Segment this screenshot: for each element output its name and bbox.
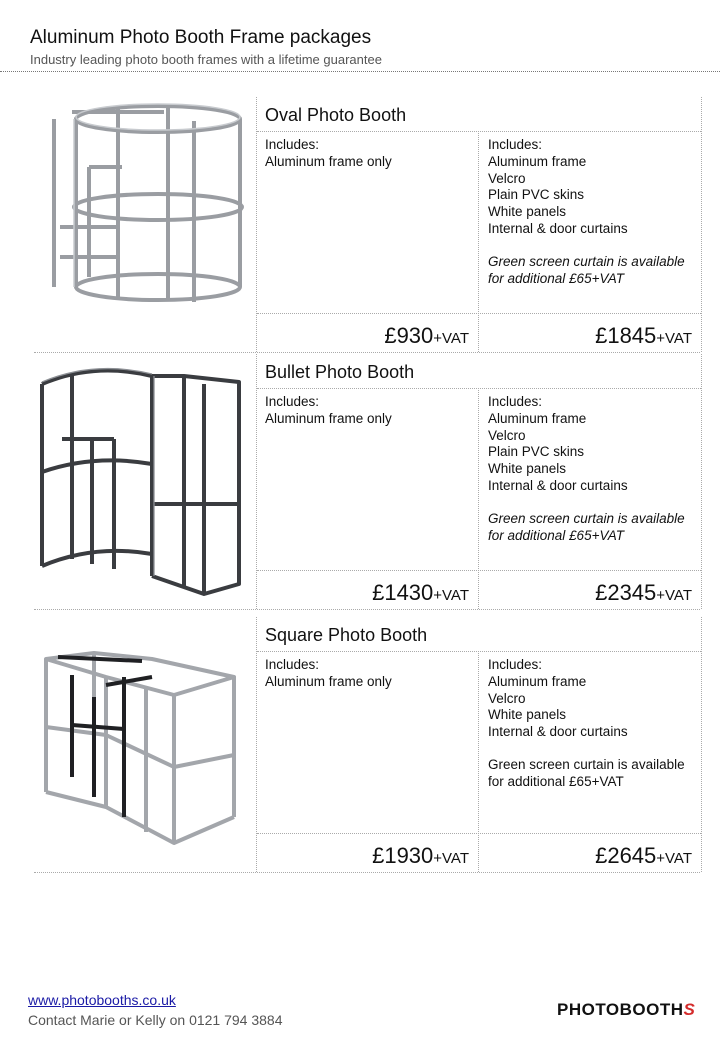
oval-package-grid (256, 97, 702, 352)
include-item: Aluminum frame only (265, 153, 392, 169)
includes-heading: Includes: (265, 137, 320, 152)
package-divider (34, 872, 700, 873)
page-title: Aluminum Photo Booth Frame packages (30, 27, 372, 48)
include-item: Aluminum frame (488, 153, 587, 169)
include-item: Internal & door curtains (488, 477, 628, 493)
package-name: Square Photo Booth (265, 625, 428, 645)
include-item: Aluminum frame only (265, 410, 392, 426)
bullet-package-grid (256, 354, 702, 609)
green-screen-note: Green screen curtain is available for additional £65+VAT (488, 510, 685, 543)
oval-booth-frame-image (34, 97, 254, 352)
basic-price: £1430+VAT (372, 580, 469, 605)
website-link[interactable]: www.photobooths.co.uk (28, 992, 176, 1008)
includes-heading: Includes: (488, 137, 543, 152)
include-item: Velcro (488, 690, 526, 706)
row-divider (257, 131, 701, 132)
include-item: Internal & door curtains (488, 724, 628, 740)
include-item: Aluminum frame (488, 673, 587, 689)
title-divider (0, 71, 720, 72)
full-price: £1845+VAT (595, 323, 692, 348)
include-item: White panels (488, 204, 567, 220)
full-includes (488, 137, 685, 287)
basic-includes (265, 657, 392, 691)
square-booth-frame-image (34, 617, 254, 872)
green-screen-note: Green screen curtain is available for additional £65+VAT (488, 253, 685, 286)
includes-heading: Includes: (488, 657, 543, 672)
bullet-booth-frame-image (34, 354, 254, 609)
include-item: Plain PVC skins (488, 444, 585, 460)
include-item: Plain PVC skins (488, 187, 585, 203)
row-divider (257, 570, 701, 571)
column-divider (478, 131, 479, 352)
full-includes (488, 394, 685, 544)
full-price: £2345+VAT (595, 580, 692, 605)
full-price: £2645+VAT (595, 843, 692, 868)
includes-heading: Includes: (488, 394, 543, 409)
row-divider (257, 313, 701, 314)
package-divider (34, 352, 700, 353)
green-screen-note: Green screen curtain is available for additional £65+VAT (488, 756, 685, 789)
package-divider (34, 609, 700, 610)
basic-price: £1930+VAT (372, 843, 469, 868)
includes-heading: Includes: (265, 394, 320, 409)
include-item: Internal & door curtains (488, 220, 628, 236)
page-subtitle: Industry leading photo booth frames with a lifetime guarantee (30, 52, 382, 67)
include-item: Aluminum frame (488, 410, 587, 426)
include-item: Velcro (488, 170, 526, 186)
row-divider (257, 833, 701, 834)
full-includes (488, 657, 685, 791)
include-item: Aluminum frame only (265, 673, 392, 689)
photobooths-logo: PHOTOBOOTHS (557, 1000, 696, 1019)
contact-text: Contact Marie or Kelly on 0121 794 3884 (28, 1012, 283, 1028)
row-divider (257, 651, 701, 652)
row-divider (257, 388, 701, 389)
basic-includes (265, 394, 392, 428)
column-divider (478, 651, 479, 872)
square-package-grid (256, 617, 702, 872)
include-item: Velcro (488, 427, 526, 443)
column-divider (478, 388, 479, 609)
include-item: White panels (488, 461, 567, 477)
basic-price: £930+VAT (384, 323, 469, 348)
includes-heading: Includes: (265, 657, 320, 672)
package-name: Bullet Photo Booth (265, 362, 415, 382)
include-item: White panels (488, 707, 567, 723)
package-name: Oval Photo Booth (265, 105, 407, 125)
basic-includes (265, 137, 392, 171)
